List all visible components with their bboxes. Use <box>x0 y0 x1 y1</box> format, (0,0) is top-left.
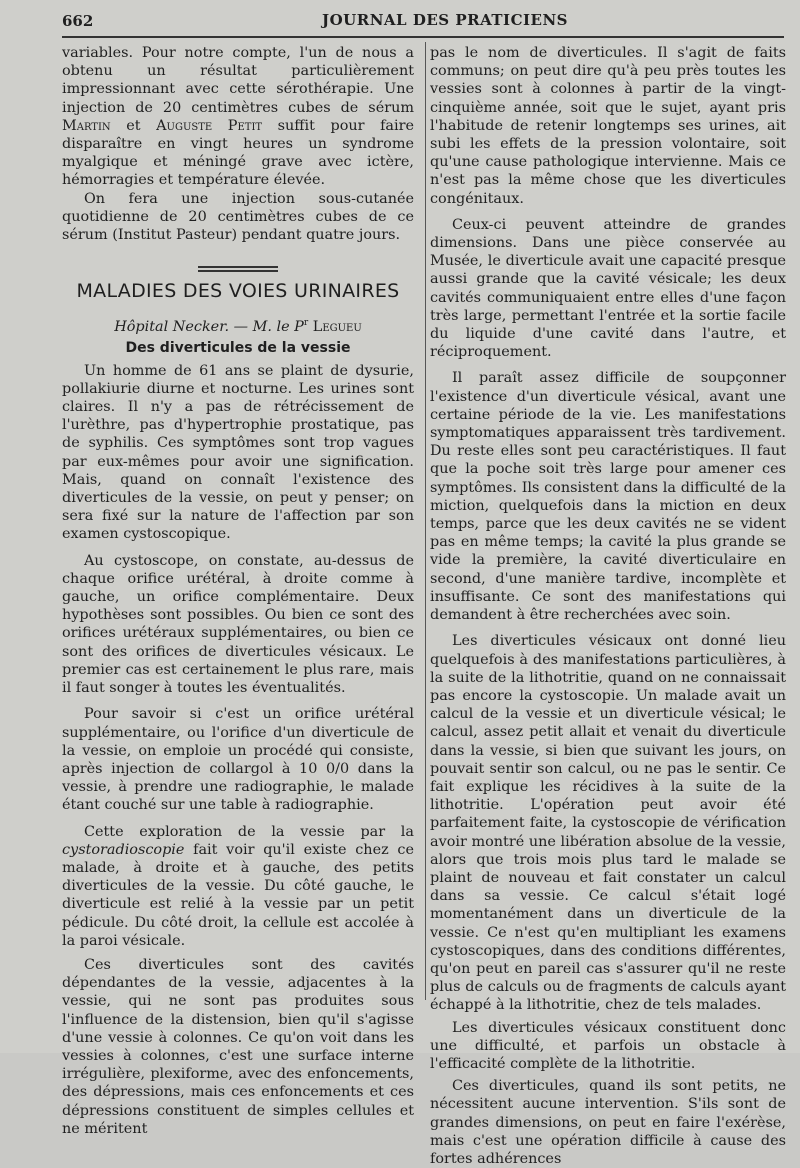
paragraph: Les diverticules vésicaux constituent donc une difficulté, et parfois un obstacle à l'efficacité complète de la lithotritie. <box>430 1019 786 1072</box>
section-title: MALADIES DES VOIES URINAIRES <box>76 280 400 303</box>
author-name: Legueu <box>312 319 362 336</box>
paragraph: pas le nom de diverticules. Il s'agit de faits communs; on peut dire qu'à peu près toutes les vessies sont à colonnes à partir de la vingt-cinquième année, soit que le sujet, ayant pris l'habitude de retenir longtemps ses urines, ait subi les effets de la pression volontaire, soit qu'une cause pathologique intervienne. Mais ce n'est pas la même chose que les diverticules congénitaux. <box>430 45 786 207</box>
paragraph-injection: On fera une injection sous-cutanée quotidienne de 20 centimètres cubes de ce sérum (Institut Pasteur) pendant quatre jours. <box>62 190 414 244</box>
section-separator <box>198 266 278 272</box>
paragraph: Les diverticules vésicaux ont donné lieu quelquefois à des manifestations particulières, à la suite de la lithotritie, quand on ne connaissait pas encore la cystoscopie. Un malade avait un calcul de la vessie et un diverticule vésical; le calcul, assez petit allait et venait du diverticule dans la vessie, si bien que suivant les jours, on pouvait sentir son calcul, ou ne pas le sentir. Ce fait explique les récidives à la suite de la lithotritie. L'opération peut avoir été parfaitement faite, la cystoscopie de vérification avoir montré une libération absolue de la vessie, alors que trois mois plus tard le malade se plaint de nouveau et fait constater un calcul dans sa vessie. Ce calcul s'était logé momentanément dans un diverticule de la vessie. Ce n'est qu'en multipliant les examens cystoscopiques, dans des conditions différentes, qu'on peut en pareil cas s'assurer qu'il ne reste plus de calculs ou de fragments de calculs ayant échappé à la lithotritie, chez de tels malades. <box>430 633 786 1014</box>
paragraph: Ceux-ci peuvent atteindre de grandes dimensions. Dans une pièce conservée au Musée, le diverticule avait une capacité presque aussi grande que la cavité vésicale; les deux cavités communiquaient entre elles d'une façon très large, permettant l'entrée et la sortie facile du liquide d'une cavité dans l'autre, et réciproquement. <box>430 216 786 361</box>
page-number: 662 <box>62 12 94 30</box>
header-rule <box>62 36 784 38</box>
article-title: Des diverticules de la vessie <box>125 340 351 357</box>
paragraph: Cette exploration de la vessie par la cystoradioscopie fait voir qu'il existe chez ce malade, à droite et à gauche, des petits diverticules de la vessie. Du côté gauche, le diverticule est relié à la vessie par un petit pédicule. Du côté droit, la cellule est accolée à la paroi vésicale. <box>62 823 414 949</box>
paragraph: Pour savoir si c'est un orifice urétéral supplémentaire, ou l'orifice d'un diverticule de la vessie, on emploie un procédé qui consiste, après injection de collargol à 10 0/0 dans la vessie, à prendre une radiographie, le malade étant couché sur une table à radiographie. <box>62 706 414 814</box>
paragraph: Un homme de 61 ans se plaint de dysurie, pollakiurie diurne et nocturne. Les urines sont claires. Il n'y a pas de rétrécissement de l'urèthre, pas d'hypertrophie prostatique, pas de syphilis. Ces symptômes sont trop vagues par eux-mêmes pour avoir une signification. Mais, quand on connaît l'existence des diverticules de la vessie, on peut y penser; on sera fixé sur la nature de l'affection par son examen cystoscopique. <box>62 362 414 543</box>
paragraph: Ces diverticules, quand ils sont petits, ne nécessitent aucune intervention. S'ils sont de grandes dimensions, on peut en faire l'exérèse, mais c'est une opération difficile à cause des fortes adhérences <box>430 1078 786 1167</box>
name-martin: Martin <box>62 117 111 134</box>
lecture-attribution: Hôpital Necker. — M. le $P^r$ Legueu <box>114 318 362 336</box>
left-column <box>62 44 414 1138</box>
running-header <box>0 8 800 32</box>
paragraph: Au cystoscope, on constate, au-dessus de chaque orifice urétéral, à droite comme à gauche, un orifice complémentaire. Deux hypothèses sont possibles. Ou bien ce sont des orifices urétéraux supplémentaires, ou bien ce sont des orifices de diverticules vésicaux. Le premier cas est certainement le plus rare, mais il faut songer à toutes les éventualités. <box>62 552 414 697</box>
column-divider <box>425 42 426 1000</box>
name-petit: Auguste Petit <box>156 117 263 134</box>
paragraph-serotherapy: variables. Pour notre compte, l'un de nous a obtenu un résultat particulièrement impressionnant avec cette sérothérapie. Une injection de 20 centimètres cubes de sérum Martin et Auguste Petit suffit pour faire disparaître en vingt heures un syndrome myalgique et méningé grave avec ictère, hémorragies et température élevée. <box>62 45 415 189</box>
journal-title: JOURNAL DES PRATICIENS <box>322 11 568 29</box>
paragraph: Ces diverticules sont des cavités dépendantes de la vessie, adjacentes à la vessie, qui ne sont pas produites sous l'influence de la distension, bien qu'il s'agisse d'une vessie à colonnes. Ce qu'on voit dans les vessies à colonnes, c'est une surface interne irrégulière, plexiforme, avec des enfoncements, des dépressions, mais ces enfoncements et ces dépressions constituent de simples cellules et ne méritent <box>62 956 414 1137</box>
paragraph: Il paraît assez difficile de soupçonner l'existence d'un diverticule vésical, avant une certaine période de la vie. Les manifestations symptomatiques apparaissent très tardivement. Du reste elles sont peu caractéristiques. Il faut que la poche soit très large pour amener ces symptômes. Ils consistent dans la difficulté de la miction, quelquefois dans la miction en deux temps, parce que les deux cavités ne se vident pas en même temps; la cavité la plus grande se vide la première, la cavité diverticulaire en second, d'une manière tardive, incomplète et insuffisante. Ce sont des manifestations qui demandent à être recherchées avec soin. <box>430 370 786 624</box>
right-column <box>430 44 786 1168</box>
